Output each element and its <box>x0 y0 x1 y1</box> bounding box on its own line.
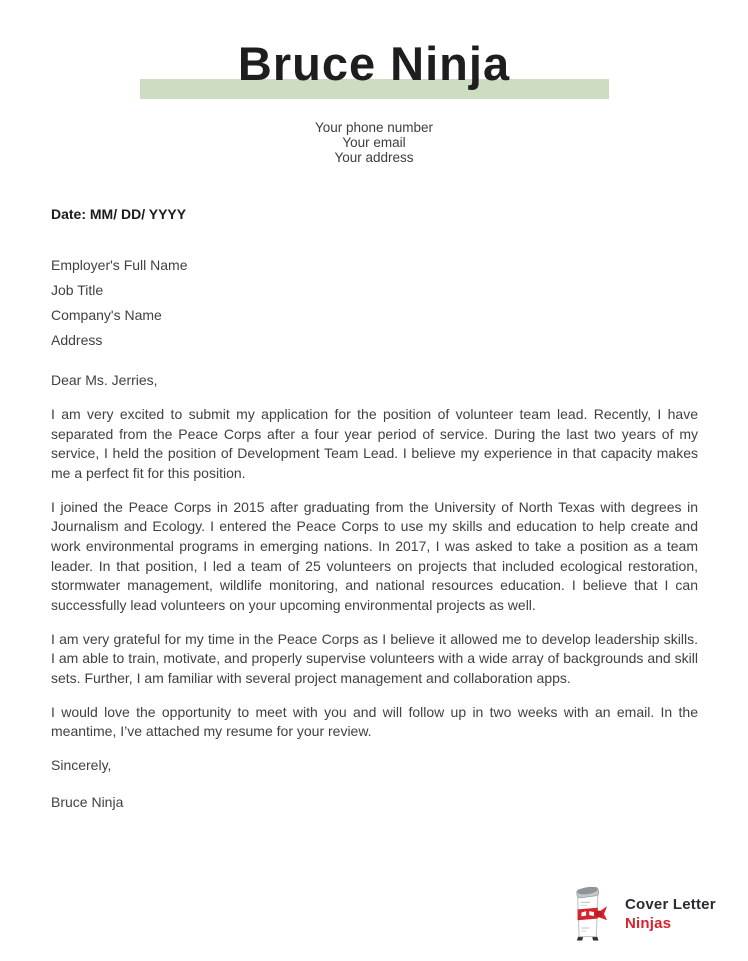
recipient-company-name: Company's Name <box>51 307 162 323</box>
recipient-address: Address <box>51 332 103 348</box>
letter-body <box>51 371 698 813</box>
brand-name-line1: Cover Letter <box>625 896 716 913</box>
salutation: Dear Ms. Jerries, <box>51 372 158 388</box>
contact-phone: Your phone number <box>314 120 434 135</box>
brand-name-line2: Ninjas <box>625 915 672 932</box>
date-line: Date: MM/ DD/ YYYY <box>51 206 187 222</box>
applicant-name: Bruce Ninja <box>237 37 511 90</box>
contact-email: Your email <box>342 135 406 150</box>
recipient-employer-name: Employer's Full Name <box>51 257 188 273</box>
brand-logo <box>572 886 716 942</box>
paragraph-2: I joined the Peace Corps in 2015 after graduating from the University of North Texas with degrees in Journalism and Ecology. I entered the Peace Corps to use my skills and education to help create and work environmental programs in emerging nations. In 2017, I was asked to take a position as a team leader. In that position, I led a team of 25 volunteers on projects that included ecological restoration, stormwater management, wildlife monitoring, and national resources education. I believe that I can successfully lead volunteers on your upcoming environmental projects as well. <box>51 498 698 613</box>
paragraph-4: I would love the opportunity to meet with you and will follow up in two weeks with an email. In the meantime, I’ve attached my resume for your review. <box>51 703 698 740</box>
closing: Sincerely, <box>51 757 112 774</box>
paragraph-1: I am very excited to submit my application for the position of volunteer team lead. Recently, I have separated from the Peace Corps after a four year period of service. During the last two years of my service, I held the position of Development Team Lead. I believe my experience in that capacity makes me a perfect fit for this position. <box>51 405 698 481</box>
recipient-job-title: Job Title <box>51 282 104 298</box>
contact-address: Your address <box>334 150 414 165</box>
paragraph-3: I am very grateful for my time in the Peace Corps as I believe it allowed me to develop leadership skills. I am able to train, motivate, and properly supervise volunteers with a wide array of backgrounds and skill sets. Further, I am familiar with several project management and collaboration apps. <box>51 630 698 686</box>
ninja-scroll-icon <box>572 886 608 942</box>
contact-info <box>0 120 748 165</box>
recipient-block <box>51 253 188 353</box>
brand-name <box>625 895 716 933</box>
signature-name: Bruce Ninja <box>51 794 124 811</box>
